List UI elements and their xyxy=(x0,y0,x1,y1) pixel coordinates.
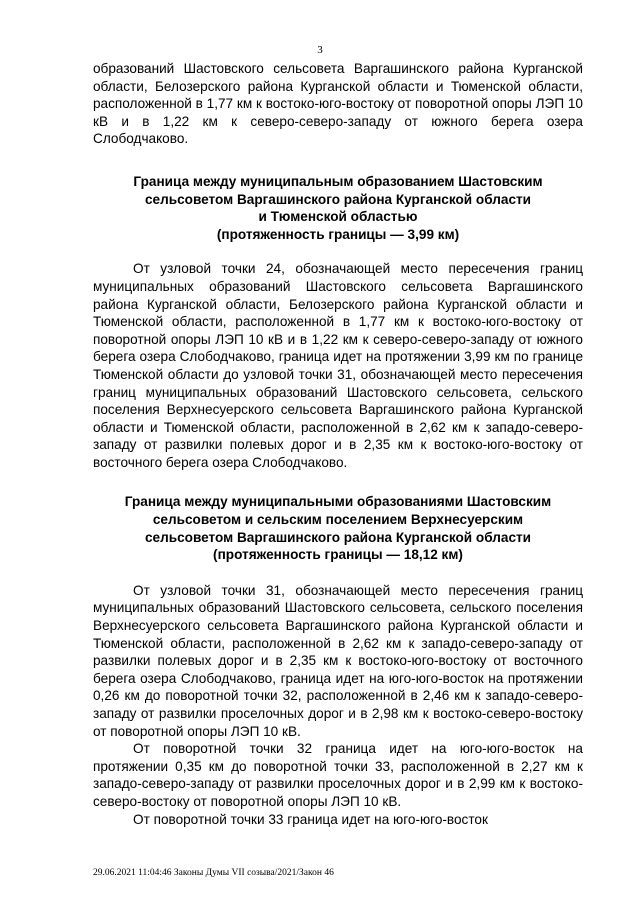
section2-paragraph-2: От поворотной точки 32 граница идет на юго-юго-восток на протяжении 0,35 км до поворотной точки 33, расположенной в 2,27 км к западо-северо-западу от развилки проселочных дорог и в 2,99 км к востоко-северо-востоку от поворотной опоры ЛЭП 10 кВ. xyxy=(93,741,583,809)
section2-title-line: сельсоветом и сельским поселением Верхнесуерским xyxy=(152,512,524,528)
section2-title-line: сельсоветом Варгашинского района Курганской области xyxy=(144,529,532,545)
section2-title-line: Граница между муниципальными образованиями Шастовским xyxy=(124,494,552,510)
page-number: 3 xyxy=(317,44,323,56)
document-footer: 29.06.2021 11:04:46 Законы Думы VII созыва/2021/Закон 46 xyxy=(93,868,334,878)
section1-title-line: сельсоветом Варгашинского района Курганской области xyxy=(144,191,532,207)
section2-title xyxy=(93,493,583,563)
intro-paragraph: образований Шастовского сельсовета Варгашинского района Курганской области, Белозерского района Курганской области и Тюменской области, расположенной в 1,77 км к востоко-юго-востоку от поворотной опоры ЛЭП 10 кВ и в 1,22 км к северо-северо-западу от южного берега озера Слободчаково. xyxy=(93,61,583,147)
section2-title-length: (протяженность границы — 18,12 км) xyxy=(213,547,463,563)
section2-paragraph-3: От поворотной точки 33 граница идет на юго-юго-восток xyxy=(133,811,488,827)
document-body xyxy=(93,60,583,828)
section1-title xyxy=(93,173,583,243)
section1-title-line: Граница между муниципальным образованием Шастовским xyxy=(133,173,543,189)
section1-title-length: (протяженность границы — 3,99 км) xyxy=(216,226,460,242)
section1-title-line: и Тюменской областью xyxy=(258,209,418,225)
section1-paragraph: От узловой точки 24, обозначающей место пересечения границ муниципальных образований Шастовского сельсовета Варгашинского района Курганской области, Белозерского района Курганской области и Тюменской области, расположенной в 1,77 км к востоко-юго-востоку от поворотной опоры ЛЭП 10 кВ и в 1,22 км к северо-северо-западу от южного берега озера Слободчаково, граница идет на протяжении 3,99 км по границе Тюменской области до узловой точки 31, обозначающей место пересечения границ муниципальных образований Шастовского сельсовета, сельского поселения Верхнесуерского сельсовета Варгашинского района Курганской области и Тюменской области, расположенной в 2,62 км к западо-северо-западу от развилки полевых дорог и в 2,35 км к востоко-юго-востоку от восточного берега озера Слободчаково. xyxy=(93,261,583,470)
section2-paragraph-1: От узловой точки 31, обозначающей место пересечения границ муниципальных образований Шастовского сельсовета, сельского поселения Верхнесуерского сельсовета Варгашинского района Курганской области и Тюменской области, расположенной в 2,62 км к западо-северо-западу от развилки полевых дорог и в 2,35 км к востоко-юго-востоку от восточного берега озера Слободчаково, граница идет на юго-юго-восток на протяжении 0,26 км до поворотной точки 32, расположенной в 2,46 км к западо-северо-западу от развилки проселочных дорог и в 2,98 км к востоко-северо-востоку от поворотной опоры ЛЭП 10 кВ. xyxy=(93,582,583,739)
